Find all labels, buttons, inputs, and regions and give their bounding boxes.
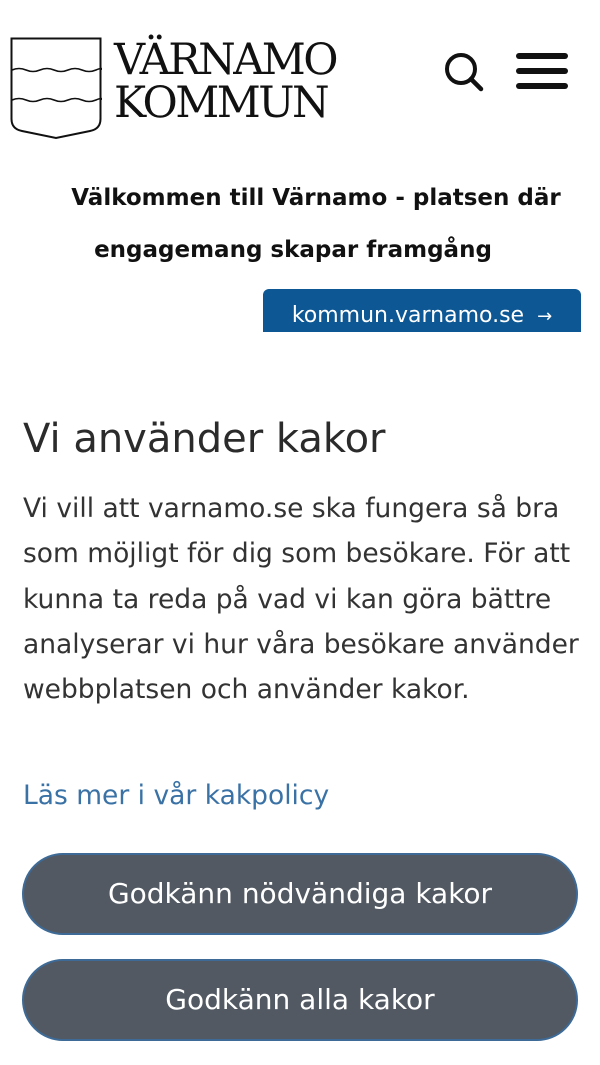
- logo-text: [114, 35, 337, 128]
- varnamo-kommun-logo[interactable]: [10, 37, 365, 142]
- cookie-policy-link[interactable]: Läs mer i vår kakpolicy: [23, 780, 330, 811]
- logo-line-1: VÄRNAMO: [114, 35, 337, 85]
- search-icon[interactable]: [443, 52, 485, 92]
- welcome-line-1: Välkommen till Värnamo - platsen där: [71, 185, 561, 211]
- cookie-title: Vi använder kakor: [23, 416, 386, 462]
- accept-all-cookies-button[interactable]: Godkänn alla kakor: [22, 959, 578, 1041]
- logo-line-2: KOMMUN: [114, 78, 328, 128]
- kommun-site-link-button[interactable]: [263, 289, 581, 332]
- accept-necessary-cookies-button[interactable]: Godkänn nödvändiga kakor: [22, 853, 578, 935]
- link-label: kommun.varnamo.se: [291, 303, 525, 328]
- hamburger-menu-icon[interactable]: [516, 53, 568, 89]
- coat-of-arms-icon: [10, 37, 102, 141]
- welcome-line-2: engagemang skapar framgång: [94, 237, 492, 263]
- cookie-description: Vi vill att varnamo.se ska fungera så bra som möjligt för dig som besökare. För att kunna ta reda på vad vi kan göra bättre analyserar vi hur våra besökare använder webbplatsen och använder kakor.: [23, 493, 579, 706]
- welcome-heading: [0, 172, 600, 276]
- arrow-right-icon: →: [537, 306, 553, 327]
